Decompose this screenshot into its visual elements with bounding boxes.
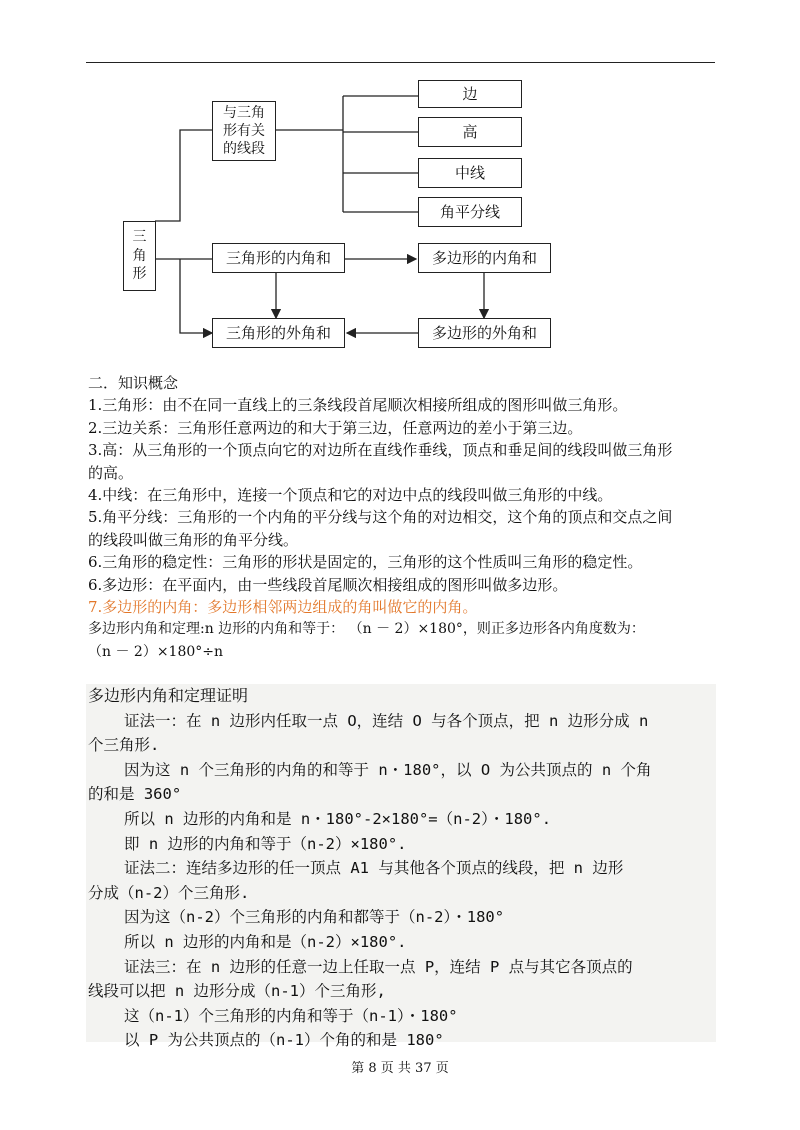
proof-block bbox=[88, 684, 714, 1053]
proof-line: 的和是 360° bbox=[88, 785, 182, 804]
proof-line: 因为这（n-2）个三角形的内角和都等于（n-2）・180° bbox=[124, 908, 505, 927]
concept-line: 3.高：从三角形的一个顶点向它的对边所在直线作垂线，顶点和垂足间的线段叫做三角形 bbox=[88, 441, 673, 460]
concept-line: 1.三角形：由不在同一直线上的三条线段首尾顺次相接所组成的图形叫做三角形。 bbox=[88, 396, 628, 415]
node-polygon-exterior-sum bbox=[418, 318, 551, 348]
node-triangle-interior-sum-label: 三角形的内角和 bbox=[225, 248, 331, 267]
node-edge-label: 边 bbox=[462, 84, 478, 103]
proof-line: 因为这 n 个三角形的内角的和等于 n・180°，以 O 为公共顶点的 n 个角 bbox=[124, 760, 652, 779]
concept-line: 4.中线：在三角形中，连接一个顶点和它的对边中点的线段叫做三角形的中线。 bbox=[88, 485, 613, 504]
concept-line: 2.三边关系：三角形任意两边的和大于第三边，任意两边的差小于第三边。 bbox=[88, 418, 583, 437]
concept-line: 的高。 bbox=[88, 463, 134, 482]
node-related-segments bbox=[212, 101, 276, 161]
concept-line: 的线段叫做三角形的角平分线。 bbox=[88, 530, 299, 549]
node-triangle-exterior-sum-label: 三角形的外角和 bbox=[225, 323, 331, 342]
proof-line: 分成（n-2）个三角形. bbox=[88, 883, 250, 902]
proof-line: 所以 n 边形的内角和是 n・180°-2×180°=（n-2）・180°. bbox=[124, 809, 552, 828]
node-angle-bisector bbox=[418, 197, 522, 227]
concept-highlight: 7.多边形的内角：多边形相邻两边组成的角叫做它的内角。 bbox=[88, 597, 478, 616]
theorem-line-2: （n － 2）×180°÷n bbox=[88, 643, 224, 660]
node-median-label: 中线 bbox=[454, 163, 485, 182]
concept-line: 5.角平分线：三角形的一个内角的平分线与这个角的对边相交，这个角的顶点和交点之间 bbox=[88, 508, 673, 527]
proof-line: 以 P 为公共顶点的（n-1）个角的和是 180° bbox=[124, 1031, 444, 1050]
connector-root-segments bbox=[155, 130, 212, 221]
node-related-segments-label: 与三角 形有关 的线段 bbox=[223, 104, 265, 158]
node-median bbox=[418, 158, 522, 188]
proof-line: 即 n 边形的内角和等于（n-2）×180°. bbox=[124, 834, 407, 853]
page-number: 第 8 页 共 37 页 bbox=[351, 1061, 449, 1076]
theorem-line-1: 多边形内角和定理:n 边形的内角和等于： （n － 2）×180°，则正多边形各内角度数为： bbox=[88, 621, 645, 638]
proof-line: 个三角形. bbox=[88, 736, 160, 755]
concept-line: 6.多边形：在平面内，由一些线段首尾顺次相接组成的图形叫做多边形。 bbox=[88, 575, 568, 594]
concepts-heading: 二．知识概念 bbox=[88, 374, 179, 392]
proof-line: 证法二：连结多边形的任一顶点 A1 与其他各个顶点的线段，把 n 边形 bbox=[124, 859, 624, 878]
connector-root-exterior bbox=[180, 259, 212, 333]
node-edge bbox=[418, 80, 522, 108]
proof-line: 线段可以把 n 边形分成（n-1）个三角形, bbox=[88, 982, 386, 1001]
node-polygon-exterior-sum-label: 多边形的外角和 bbox=[431, 323, 537, 342]
node-height-label: 高 bbox=[462, 122, 478, 141]
node-triangle-label: 三 角 形 bbox=[132, 228, 147, 283]
proof-line: 证法三：在 n 边形的任意一边上任取一点 P，连结 P 点与其它各顶点的 bbox=[124, 957, 633, 976]
node-triangle-exterior-sum bbox=[212, 318, 345, 348]
concept-line: 6.三角形的稳定性：三角形的形状是固定的，三角形的这个性质叫三角形的稳定性。 bbox=[88, 553, 643, 572]
triangle-concept-diagram bbox=[0, 0, 800, 370]
proof-line: 证法一：在 n 边形内任取一点 O，连结 O 与各个顶点，把 n 边形分成 n bbox=[124, 711, 649, 730]
node-triangle-interior-sum bbox=[212, 243, 345, 273]
node-height bbox=[418, 117, 522, 147]
proof-line: 所以 n 边形的内角和是（n-2）×180°. bbox=[124, 932, 407, 951]
node-triangle bbox=[123, 221, 156, 291]
proof-title: 多边形内角和定理证明 bbox=[88, 686, 249, 705]
node-polygon-interior-sum bbox=[418, 243, 551, 273]
node-angle-bisector-label: 角平分线 bbox=[439, 202, 500, 221]
proof-line: 这（n-1）个三角形的内角和等于（n-1）・180° bbox=[124, 1006, 458, 1025]
knowledge-concepts bbox=[88, 372, 718, 663]
node-polygon-interior-sum-label: 多边形的内角和 bbox=[431, 248, 537, 267]
diagram-connectors bbox=[0, 0, 800, 370]
